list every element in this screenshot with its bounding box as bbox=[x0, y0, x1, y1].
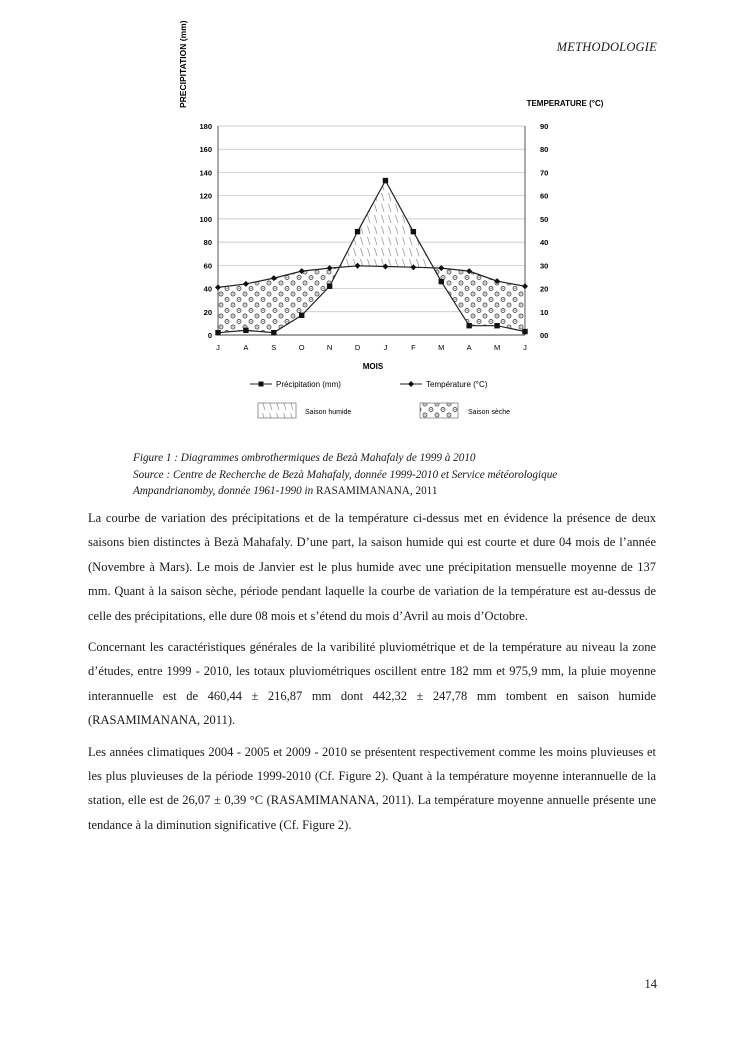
x-tick-label: A bbox=[243, 343, 249, 352]
x-tick-label: J bbox=[216, 343, 220, 352]
precipitation-point bbox=[327, 284, 332, 289]
legend-temp-label: Température (°C) bbox=[426, 380, 488, 389]
y2-tick-label: 30 bbox=[540, 261, 549, 271]
legend-dry-label: Saison sèche bbox=[468, 409, 511, 416]
y-tick-label: 180 bbox=[199, 122, 212, 131]
caption-source-italic: Ampandrianomby, donnée 1961-1990 in bbox=[133, 485, 314, 497]
running-header: METHODOLOGIE bbox=[556, 40, 657, 54]
precipitation-point bbox=[383, 178, 388, 183]
legend-humid-swatch bbox=[258, 403, 296, 418]
precipitation-point bbox=[494, 323, 499, 328]
caption-source-cont bbox=[133, 483, 693, 500]
paragraph-climatic-years: Les années climatiques 2004 - 2005 et 2009 - 2010 se présentent respectivement comme les moins pluvieuses et les plus pluvieuses de la période 1999-2010 (Cf. Figure 2). Quant à la température moyenne interannuelle de la station, elle est de 26,07 ± 0,39 °C (RASAMIMANANA, 2011). La température moyenne annuelle présente une tendance à la diminution significative (Cf. Figure 2). bbox=[88, 744, 656, 832]
precipitation-point bbox=[439, 279, 444, 284]
y-tick-label: 100 bbox=[199, 214, 212, 224]
precipitation-point bbox=[411, 229, 416, 234]
precipitation-point bbox=[215, 330, 220, 335]
x-tick-label: S bbox=[271, 343, 277, 352]
legend-temp-marker bbox=[408, 381, 414, 387]
x-tick-label: F bbox=[411, 343, 416, 352]
x-tick-label: J bbox=[383, 343, 388, 352]
y-tick-label: 120 bbox=[199, 191, 212, 201]
x-tick-label: A bbox=[466, 343, 472, 352]
y2-tick-label: 40 bbox=[540, 238, 549, 248]
precipitation-point bbox=[355, 229, 360, 234]
precipitation-point bbox=[466, 323, 471, 328]
x-tick-label: J bbox=[523, 343, 527, 352]
y2-tick-label: 00 bbox=[540, 331, 549, 340]
y2-tick-label: 70 bbox=[540, 168, 549, 178]
x-tick-label: M bbox=[438, 343, 445, 352]
y2-tick-label: 60 bbox=[540, 191, 549, 201]
y-tick-label: 80 bbox=[203, 238, 212, 248]
y-tick-label: 20 bbox=[203, 307, 212, 317]
y2-tick-label: 90 bbox=[540, 122, 549, 131]
y-tick-label: 40 bbox=[203, 284, 212, 294]
legend-precip-label: Précipitation (mm) bbox=[276, 380, 341, 389]
y2-tick-label: 50 bbox=[540, 214, 549, 224]
figure-caption bbox=[133, 450, 693, 500]
y-tick-label: 0 bbox=[207, 331, 212, 340]
season-fills bbox=[218, 181, 525, 333]
y-tick-label: 140 bbox=[199, 168, 212, 178]
precipitation-point bbox=[271, 330, 276, 335]
caption-source: Source : Centre de Recherche de Bezà Mahafaly, donnée 1999-2010 et Service météorologique bbox=[133, 468, 558, 481]
legend-dry-swatch bbox=[420, 403, 458, 418]
paragraph-seasons: La courbe de variation des précipitations et de la température ci-dessus met en évidence la présence de deux saisons bien distinctes à Bezà Mahafaly. D’une part, la saison humide qui est courte et dure 04 mois de l’année (Novembre à Mars). Le mois de Janvier est le plus humide avec une précipitation mensuelle moyenne de 137 mm. Quant à la saison sèche, période pendant laquelle la courbe de variation de la température est au-dessus de celle des précipitations, elle dure 08 mois et s’étend du mois d’Avril au mois d’Octobre. bbox=[88, 511, 656, 623]
paragraph-variability: Concernant les caractéristiques générales de la varibilité pluviométrique et de la température au niveau la zone d’études, entre 1999 - 2010, les totaux pluviométriques oscillent entre 182 mm et 975,9 mm, la pluie moyenne interannuelle est de 460,44 ± 216,87 mm dont 442,32 ± 247,78 mm tombent en saison humide (RASAMIMANANA, 2011). bbox=[88, 640, 656, 728]
y2-axis-label: TEMPERATURE (°C) bbox=[526, 99, 604, 108]
y2-tick-label: 10 bbox=[540, 307, 549, 317]
dry-season-fill-end bbox=[434, 268, 525, 332]
legend bbox=[250, 380, 510, 418]
precipitation-point bbox=[243, 328, 248, 333]
legend-precip-marker bbox=[259, 382, 264, 387]
precipitation-point bbox=[299, 313, 304, 318]
caption-title: Figure 1 : Diagrammes ombrothermiques de Bezà Mahafaly de 1999 à 2010 bbox=[133, 452, 476, 464]
legend-humid-label: Saison humide bbox=[305, 409, 352, 416]
page-number: 14 bbox=[644, 977, 657, 991]
caption-source-author: RASAMIMANANA, 2011 bbox=[313, 485, 438, 497]
y2-tick-label: 80 bbox=[540, 145, 549, 155]
humid-season-fill bbox=[339, 181, 433, 268]
x-axis-label: MOIS bbox=[362, 362, 384, 371]
precipitation-point bbox=[522, 329, 527, 334]
y-tick-label: 60 bbox=[203, 261, 212, 271]
x-tick-label: M bbox=[493, 343, 501, 352]
body-text bbox=[88, 506, 656, 844]
y-axis-label: PRECIPITATION (mm) bbox=[178, 20, 188, 108]
y-tick-label: 160 bbox=[199, 145, 212, 155]
x-tick-label: D bbox=[354, 343, 361, 352]
y2-tick-label: 20 bbox=[540, 284, 549, 294]
x-tick-label: O bbox=[298, 343, 305, 352]
x-tick-label: N bbox=[326, 343, 333, 352]
